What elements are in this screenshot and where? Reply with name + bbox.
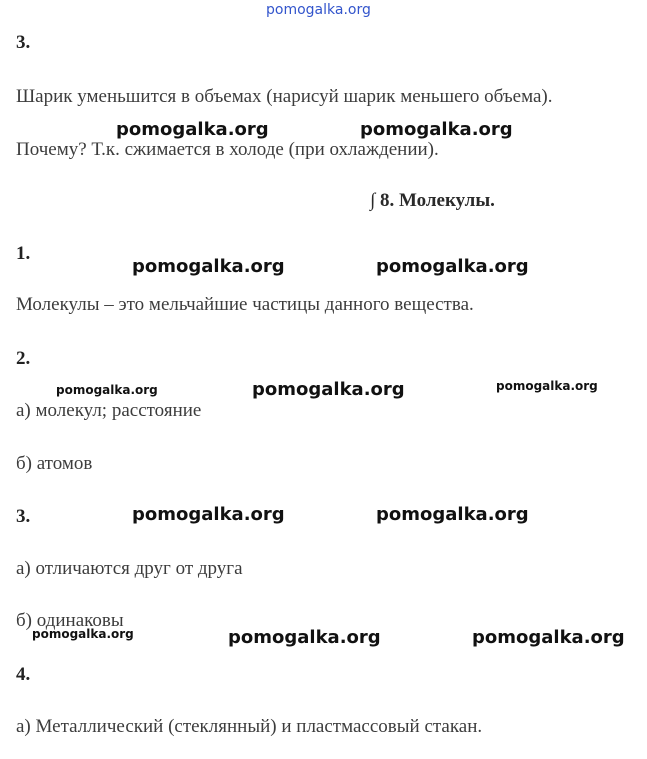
item-number-2: 2. bbox=[16, 348, 31, 369]
watermark: pomogalka.org bbox=[132, 504, 285, 525]
top-watermark: pomogalka.org bbox=[266, 2, 371, 18]
watermark: pomogalka.org bbox=[360, 119, 513, 140]
item-number-1: 1. bbox=[16, 243, 31, 264]
watermark: pomogalka.org bbox=[496, 379, 598, 393]
item-number-3: 3. bbox=[16, 32, 31, 53]
watermark: pomogalka.org bbox=[32, 627, 134, 641]
answer-molecules-line: Молекулы – это мельчайшие частицы данного вещества. bbox=[16, 294, 474, 315]
answer-a-differ: а) отличаются друг от друга bbox=[16, 558, 243, 579]
watermark: pomogalka.org bbox=[132, 256, 285, 277]
answer-a-molecules: а) молекул; расстояние bbox=[16, 400, 202, 421]
watermark: pomogalka.org bbox=[252, 379, 405, 400]
section-heading: ∫ 8. Молекулы. bbox=[370, 190, 495, 211]
watermark: pomogalka.org bbox=[376, 504, 529, 525]
answer-b-atoms: б) атомов bbox=[16, 453, 93, 474]
item-number-4: 4. bbox=[16, 664, 31, 685]
answer-ball-line: Шарик уменьшится в объемах (нарисуй шарик меньшего объема). bbox=[16, 86, 553, 107]
item-number-3b: 3. bbox=[16, 506, 31, 527]
answer-b-same: б) одинаковы bbox=[16, 610, 124, 631]
answer-why-line: Почему? Т.к. сжимается в холоде (при охлаждении). bbox=[16, 139, 439, 160]
watermark: pomogalka.org bbox=[228, 627, 381, 648]
answer-a-glass: а) Металлический (стеклянный) и пластмассовый стакан. bbox=[16, 716, 483, 737]
watermark: pomogalka.org bbox=[56, 383, 158, 397]
watermark: pomogalka.org bbox=[116, 119, 269, 140]
watermark: pomogalka.org bbox=[376, 256, 529, 277]
watermark: pomogalka.org bbox=[472, 627, 625, 648]
